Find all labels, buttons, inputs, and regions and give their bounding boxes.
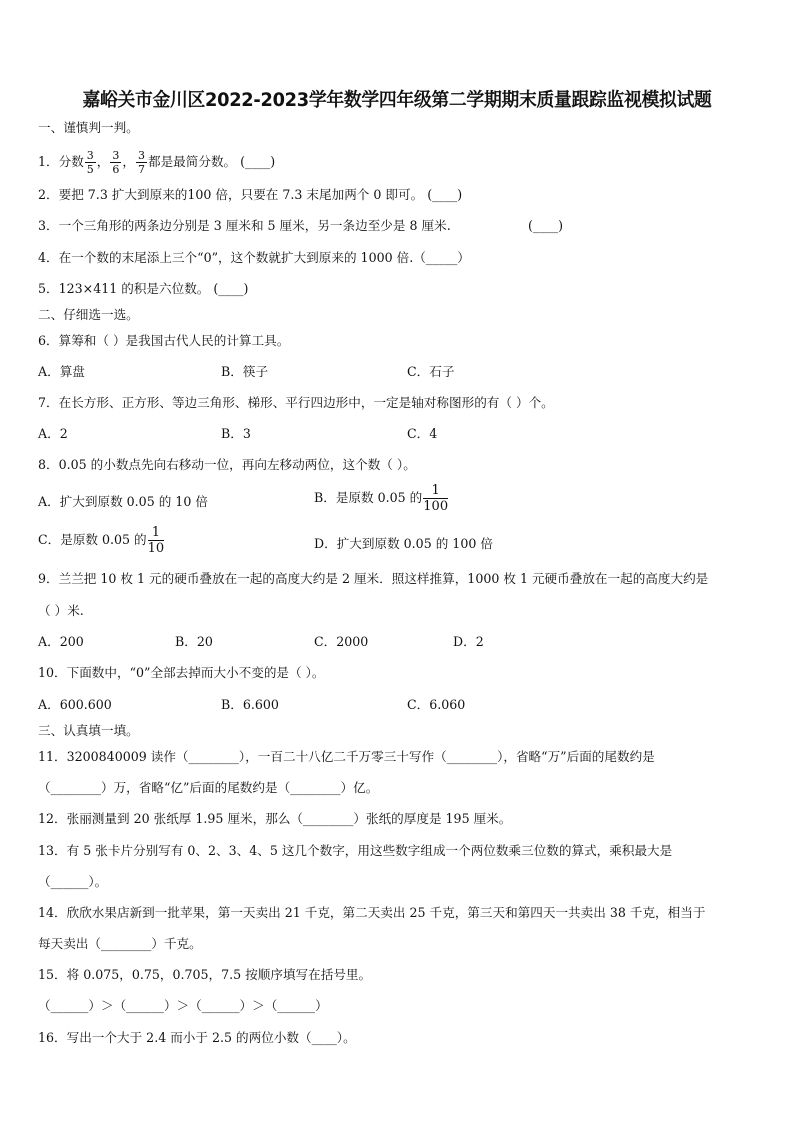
question-11-line-2: （________）万，省略“亿”后面的尾数约是（________）亿。 — [38, 780, 379, 795]
question-13-line-2: （______）。 — [38, 874, 108, 889]
question-6-stem: 6．算筹和（ ）是我国古代人民的计算工具。 — [38, 333, 290, 348]
fraction-denominator: 6 — [112, 163, 120, 176]
question-16: 16．写出一个大于 2.4 而小于 2.5 的两位小数（____）。 — [38, 1030, 356, 1045]
question-10-option-b[interactable]: B．6.600 — [221, 697, 279, 712]
question-3 — [38, 218, 451, 234]
question-1-suffix: 都是最简分数。 (____) — [147, 154, 276, 169]
fraction-3-6 — [110, 150, 121, 175]
question-15-line-2: （______）＞（______）＞（______）＞（______） — [38, 998, 328, 1013]
fraction-numerator: 3 — [86, 149, 94, 162]
fraction-denominator: 10 — [147, 541, 165, 556]
question-6-option-a[interactable]: A．算盘 — [38, 364, 85, 379]
question-10-option-a[interactable]: A．600.600 — [38, 697, 112, 712]
question-10-stem: 10．下面数中，“0”全部去掉而大小不变的是（ ）。 — [38, 665, 325, 680]
question-1 — [38, 150, 275, 175]
question-13-line-1: 13．有 5 张卡片分别写有 0、2、3、4、5 这几个数字，用这些数字组成一个两位数乘三位数的算式，乘积最大是 — [38, 843, 673, 858]
fraction-denominator: 7 — [137, 163, 145, 176]
question-8-option-b[interactable] — [314, 484, 449, 513]
option-c-text: C．是原数 0.05 的 — [38, 532, 147, 547]
question-2: 2．要把 7.3 扩大到原来的100 倍，只要在 7.3 末尾加两个 0 即可。 (____) — [38, 187, 463, 202]
question-9-option-a[interactable]: A．200 — [38, 634, 84, 649]
question-8-stem: 8．0.05 的小数点先向右移动一位，再向左移动两位，这个数（ ）。 — [38, 457, 416, 472]
question-7-option-b[interactable]: B．3 — [221, 426, 251, 441]
section-heading-2: 二、仔细选一选。 — [38, 307, 139, 322]
question-9-option-d[interactable]: D．2 — [453, 634, 484, 649]
question-6-option-c[interactable]: C．石子 — [407, 364, 455, 379]
fraction-1-10 — [148, 526, 165, 555]
question-8-option-c[interactable] — [38, 526, 165, 555]
fraction-numerator: 1 — [423, 484, 448, 499]
fraction-denominator: 100 — [423, 499, 449, 514]
question-9-line-1: 9．兰兰把 10 枚 1 元的硬币叠放在一起的高度大约是 2 厘米．照这样推算，1000 枚 1 元硬币叠放在一起的高度大约是 — [38, 571, 709, 586]
question-4: 4．在一个数的末尾添上三个“0”，这个数就扩大到原来的 1000 倍.（_____） — [38, 250, 470, 265]
question-14-line-1: 14．欣欣水果店新到一批苹果，第一天卖出 21 千克，第二天卖出 25 千克，第三天和第四天一共卖出 38 千克，相当于 — [38, 905, 706, 920]
fraction-numerator: 1 — [148, 526, 165, 541]
section-heading-1: 一、谨慎判一判。 — [38, 120, 139, 135]
question-8-option-d[interactable]: D．扩大到原数 0.05 的 100 倍 — [314, 536, 493, 551]
question-8-option-a[interactable]: A．扩大到原数 0.05 的 10 倍 — [38, 494, 208, 509]
fraction-3-5 — [85, 150, 96, 175]
fraction-1-100 — [423, 484, 448, 513]
question-6-option-b[interactable]: B．筷子 — [221, 364, 269, 379]
fraction-numerator: 3 — [137, 149, 145, 162]
question-7-stem: 7．在长方形、正方形、等边三角形、梯形、平行四边形中，一定是轴对称图形的有（ ）个。 — [38, 395, 554, 410]
question-11-line-1: 11．3200840009 读作（________），一百二十八亿二千万零三十写作（________），省略“万”后面的尾数约是 — [38, 749, 655, 764]
fraction-denominator: 5 — [86, 163, 94, 176]
question-15-line-1: 15．将 0.075，0.75，0.705，7.5 按顺序填写在括号里。 — [38, 967, 372, 982]
question-7-option-c[interactable]: C．4 — [407, 426, 438, 441]
question-5: 5．123×411 的积是六位数。 (____) — [38, 281, 249, 296]
page-title: 嘉峪关市金川区2022-2023学年数学四年级第二学期期末质量跟踪监视模拟试题 — [82, 90, 712, 111]
question-9-option-b[interactable]: B．20 — [175, 634, 213, 649]
question-3-answer-blank[interactable]: (____) — [528, 218, 564, 233]
section-heading-3: 三、认真填一填。 — [38, 723, 139, 738]
fraction-numerator: 3 — [112, 149, 120, 162]
option-b-text: B．是原数 0.05 的 — [314, 490, 423, 505]
fraction-3-7 — [136, 150, 147, 175]
question-12: 12．张丽测量到 20 张纸厚 1.95 厘米，那么（________）张纸的厚度是 195 厘米。 — [38, 811, 512, 826]
question-1-prefix: 1．分数 — [38, 154, 84, 169]
question-10-option-c[interactable]: C．6.060 — [407, 697, 466, 712]
question-14-line-2: 每天卖出（________）千克。 — [38, 936, 202, 951]
question-7-option-a[interactable]: A．2 — [38, 426, 68, 441]
separator: ， — [96, 154, 110, 169]
question-3-text: 3．一个三角形的两条边分别是 3 厘米和 5 厘米，另一条边至少是 8 厘米. — [38, 218, 451, 233]
question-9-option-c[interactable]: C．2000 — [314, 634, 369, 649]
question-9-line-2: （ ）米. — [38, 603, 84, 618]
separator: ， — [122, 154, 135, 169]
